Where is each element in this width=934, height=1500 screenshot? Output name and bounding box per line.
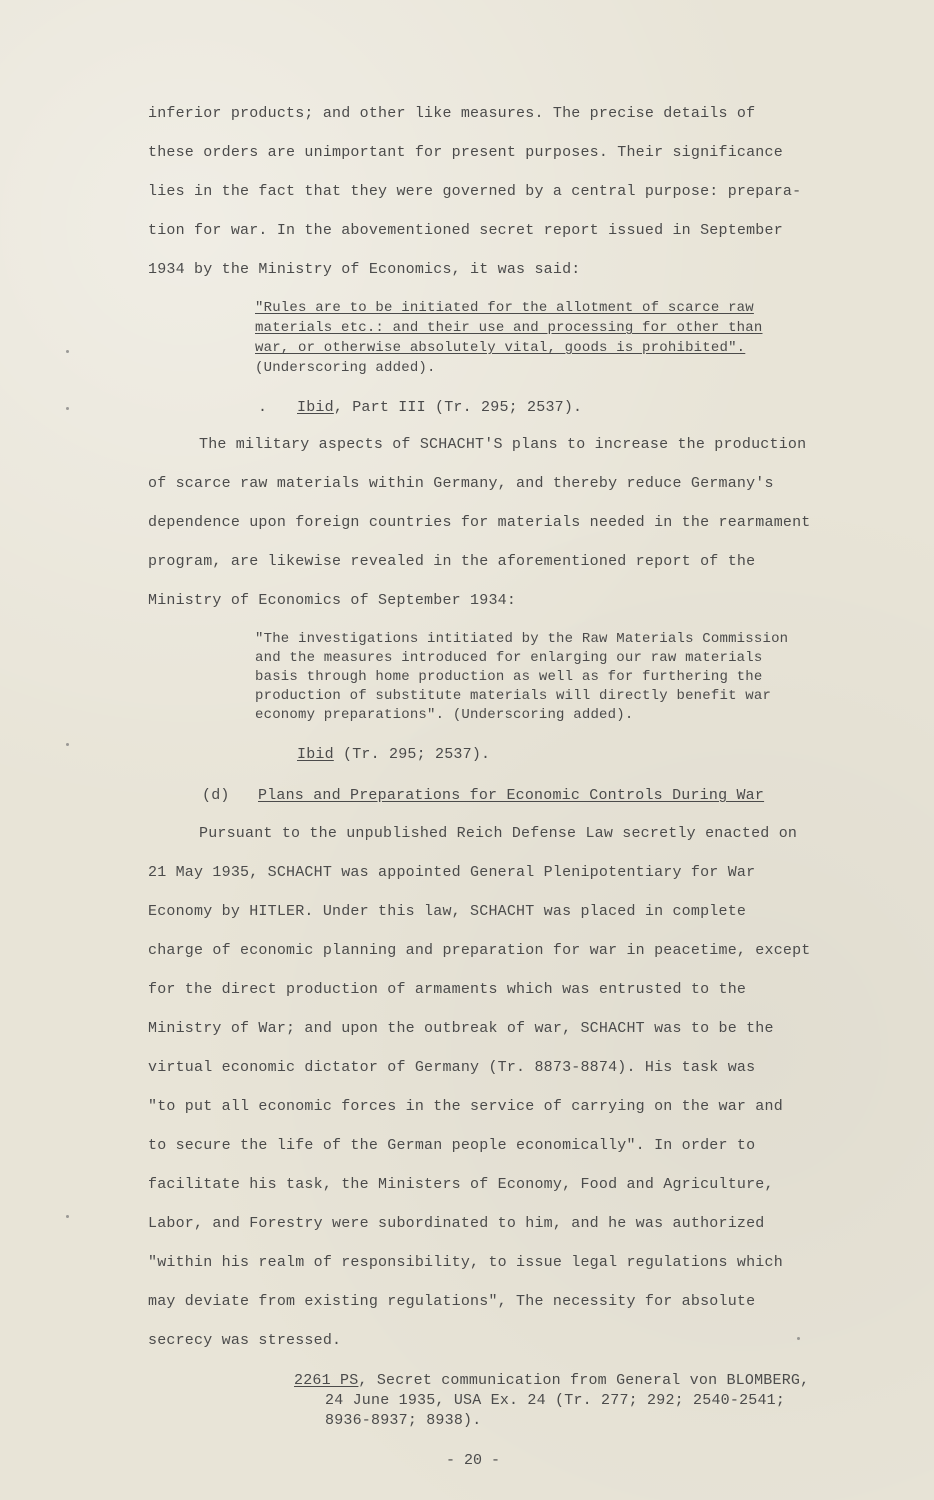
paragraph-line: "within his realm of responsibility, to issue legal regulations which [148, 1254, 783, 1271]
paragraph-line: facilitate his task, the Ministers of Economy, Food and Agriculture, [148, 1176, 774, 1193]
quote-line: basis through home production as well as for furthering the [255, 669, 763, 685]
paragraph-line: 1934 by the Ministry of Economics, it was said: [148, 261, 581, 278]
page-number: - 20 - [446, 1452, 501, 1469]
scan-speck [797, 1337, 800, 1340]
paragraph-line: 21 May 1935, SCHACHT was appointed General Plenipotentiary for War [148, 864, 756, 881]
reference [294, 1373, 809, 1388]
quote-line: materials etc.: and their use and processing for other than [255, 320, 763, 336]
quote-line: (Underscoring added). [255, 360, 436, 376]
paragraph-line: to secure the life of the German people economically". In order to [148, 1137, 756, 1154]
scan-speck [66, 350, 69, 353]
paragraph-line: program, are likewise revealed in the aforementioned report of the [148, 553, 756, 570]
citation [297, 747, 490, 762]
quote-line: and the measures introduced for enlarging our raw materials [255, 650, 763, 666]
paragraph-line: charge of economic planning and preparation for war in peacetime, except [148, 942, 811, 959]
paragraph-line: Ministry of Economics of September 1934: [148, 592, 517, 609]
paragraph-line: of scarce raw materials within Germany, and thereby reduce Germany's [148, 475, 774, 492]
section-label: (d) [202, 787, 230, 804]
quote-line: "The investigations intitiated by the Raw Materials Commission [255, 631, 789, 647]
scan-speck [66, 743, 69, 746]
paragraph-line: dependence upon foreign countries for materials needed in the rearmament [148, 514, 811, 531]
citation [297, 400, 582, 415]
citation-ibid: Ibid [297, 399, 334, 416]
paragraph-line: may deviate from existing regulations", The necessity for absolute [148, 1293, 756, 1310]
quote-line: economy preparations". (Underscoring added). [255, 707, 634, 723]
citation-bullet: . [258, 399, 268, 416]
paragraph-line: The military aspects of SCHACHT'S plans to increase the production [199, 436, 807, 453]
quote-line: "Rules are to be initiated for the allotment of scarce raw [255, 300, 754, 316]
paragraph-line: Economy by HITLER. Under this law, SCHACHT was placed in complete [148, 903, 747, 920]
scan-speck [66, 407, 69, 410]
paragraph-line: Labor, and Forestry were subordinated to him, and he was authorized [148, 1215, 765, 1232]
citation-rest: (Tr. 295; 2537). [333, 746, 491, 763]
paragraph-line: these orders are unimportant for present purposes. Their significance [148, 144, 783, 161]
citation-ibid: Ibid [297, 746, 334, 763]
paragraph-line: lies in the fact that they were governed by a central purpose: prepara- [148, 183, 802, 200]
reference-line: 8936-8937; 8938). [325, 1412, 482, 1429]
section-title: Plans and Preparations for Economic Controls During War [258, 787, 765, 804]
reference-rest: , Secret communication from General von BLOMBERG, [358, 1372, 810, 1389]
scan-speck [66, 1215, 69, 1218]
paragraph-line: secrecy was stressed. [148, 1332, 342, 1349]
citation-rest: , Part III (Tr. 295; 2537). [333, 399, 583, 416]
paragraph-line: "to put all economic forces in the service of carrying on the war and [148, 1098, 783, 1115]
quote-line: war, or otherwise absolutely vital, goods is prohibited". [255, 340, 746, 356]
reference-doc: 2261 PS [294, 1372, 359, 1389]
paragraph-line: inferior products; and other like measures. The precise details of [148, 105, 756, 122]
paragraph-line: virtual economic dictator of Germany (Tr. 8873-8874). His task was [148, 1059, 756, 1076]
quote-line: production of substitute materials will directly benefit war [255, 688, 772, 704]
paragraph-line: tion for war. In the abovementioned secret report issued in September [148, 222, 783, 239]
paragraph-line: Pursuant to the unpublished Reich Defense Law secretly enacted on [199, 825, 798, 842]
paragraph-line: for the direct production of armaments which was entrusted to the [148, 981, 747, 998]
reference-line: 24 June 1935, USA Ex. 24 (Tr. 277; 292; 2540-2541; [325, 1392, 786, 1409]
paragraph-line: Ministry of War; and upon the outbreak of war, SCHACHT was to be the [148, 1020, 774, 1037]
